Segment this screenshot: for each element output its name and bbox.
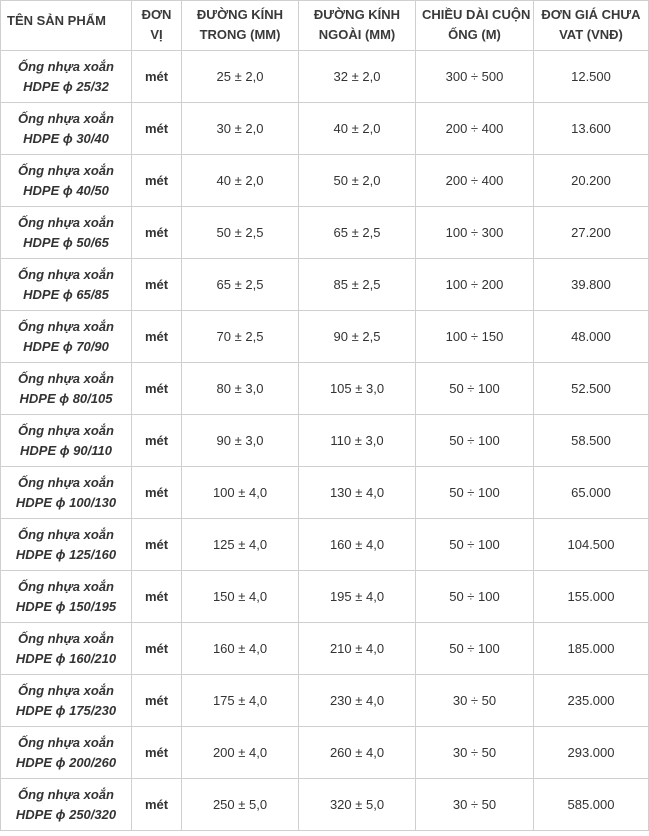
unit-cell: mét [132, 311, 182, 363]
product-name-line2: HDPE ϕ 100/130 [15, 494, 117, 510]
product-name-line2: HDPE ϕ 25/32 [23, 78, 109, 94]
inner-diameter-cell: 150 ± 4,0 [182, 571, 299, 623]
product-name-line1: Ống nhựa xoắn [18, 682, 114, 698]
product-name-line2: HDPE ϕ 30/40 [23, 130, 109, 146]
product-name-line1: Ống nhựa xoắn [18, 578, 114, 594]
coil-length-cell: 50 ÷ 100 [416, 571, 534, 623]
unit-cell: mét [132, 779, 182, 831]
inner-diameter-cell: 125 ± 4,0 [182, 519, 299, 571]
product-name-cell [1, 363, 132, 415]
product-name-line2: HDPE ϕ 90/110 [20, 442, 112, 458]
unit-cell: mét [132, 675, 182, 727]
outer-diameter-cell: 110 ± 3,0 [299, 415, 416, 467]
product-name-cell [1, 623, 132, 675]
product-name-line2: HDPE ϕ 160/210 [15, 650, 117, 666]
price-cell: 104.500 [534, 519, 649, 571]
product-name-cell [1, 779, 132, 831]
product-name-cell [1, 51, 132, 103]
product-name-line1: Ống nhựa xoắn [18, 162, 114, 178]
inner-diameter-cell: 200 ± 4,0 [182, 727, 299, 779]
inner-diameter-cell: 65 ± 2,5 [182, 259, 299, 311]
coil-length-cell: 100 ÷ 300 [416, 207, 534, 259]
product-name-line1: Ống nhựa xoắn [18, 266, 114, 282]
outer-diameter-cell: 260 ± 4,0 [299, 727, 416, 779]
outer-diameter-cell: 40 ± 2,0 [299, 103, 416, 155]
header-product-name [1, 1, 132, 51]
coil-length-cell: 200 ÷ 400 [416, 103, 534, 155]
table-row [1, 103, 649, 155]
table-row [1, 779, 649, 831]
coil-length-cell: 200 ÷ 400 [416, 155, 534, 207]
product-name-line1: Ống nhựa xoắn [18, 318, 114, 334]
inner-diameter-cell: 160 ± 4,0 [182, 623, 299, 675]
product-name-line1: Ống nhựa xoắn [18, 734, 114, 750]
coil-length-cell: 50 ÷ 100 [416, 519, 534, 571]
price-cell: 235.000 [534, 675, 649, 727]
inner-diameter-cell: 250 ± 5,0 [182, 779, 299, 831]
coil-length-cell: 30 ÷ 50 [416, 779, 534, 831]
table-row [1, 623, 649, 675]
header-unit-line1: ĐƠN [141, 7, 172, 22]
product-name-line2: HDPE ϕ 175/230 [15, 702, 117, 718]
product-name-cell [1, 571, 132, 623]
outer-diameter-cell: 230 ± 4,0 [299, 675, 416, 727]
product-name-cell [1, 675, 132, 727]
header-coil-length [416, 1, 534, 51]
table-row [1, 467, 649, 519]
product-name-line2: HDPE ϕ 65/85 [23, 286, 109, 302]
price-cell: 39.800 [534, 259, 649, 311]
product-name-line1: Ống nhựa xoắn [18, 630, 114, 646]
price-cell: 20.200 [534, 155, 649, 207]
outer-diameter-cell: 210 ± 4,0 [299, 623, 416, 675]
table-row [1, 311, 649, 363]
outer-diameter-cell: 195 ± 4,0 [299, 571, 416, 623]
price-cell: 65.000 [534, 467, 649, 519]
outer-diameter-cell: 130 ± 4,0 [299, 467, 416, 519]
product-name-line2: HDPE ϕ 125/160 [15, 546, 117, 562]
outer-diameter-cell: 90 ± 2,5 [299, 311, 416, 363]
table-row [1, 207, 649, 259]
unit-cell: mét [132, 519, 182, 571]
price-cell: 155.000 [534, 571, 649, 623]
inner-diameter-cell: 80 ± 3,0 [182, 363, 299, 415]
table-row [1, 363, 649, 415]
table-row [1, 155, 649, 207]
product-name-cell [1, 415, 132, 467]
header-inner-diameter-line1: ĐƯỜNG KÍNH [196, 7, 284, 22]
product-name-cell [1, 467, 132, 519]
unit-cell: mét [132, 51, 182, 103]
coil-length-cell: 30 ÷ 50 [416, 675, 534, 727]
product-name-line2: HDPE ϕ 200/260 [15, 754, 117, 770]
inner-diameter-cell: 50 ± 2,5 [182, 207, 299, 259]
unit-cell: mét [132, 103, 182, 155]
table-row [1, 727, 649, 779]
product-name-cell [1, 103, 132, 155]
table-row [1, 51, 649, 103]
outer-diameter-cell: 320 ± 5,0 [299, 779, 416, 831]
header-coil-length-line1: CHIỀU DÀI CUỘN [422, 7, 531, 22]
coil-length-cell: 50 ÷ 100 [416, 415, 534, 467]
coil-length-cell: 50 ÷ 100 [416, 623, 534, 675]
product-name-line2: HDPE ϕ 80/105 [19, 390, 113, 406]
outer-diameter-cell: 50 ± 2,0 [299, 155, 416, 207]
outer-diameter-cell: 32 ± 2,0 [299, 51, 416, 103]
product-name-line1: Ống nhựa xoắn [18, 474, 114, 490]
header-unit [132, 1, 182, 51]
header-row [1, 1, 649, 51]
table-row [1, 675, 649, 727]
unit-cell: mét [132, 363, 182, 415]
header-outer-diameter-line1: ĐƯỜNG KÍNH [313, 7, 401, 22]
product-name-cell [1, 727, 132, 779]
product-name-line2: HDPE ϕ 40/50 [23, 182, 109, 198]
product-name-line2: HDPE ϕ 150/195 [15, 598, 117, 614]
product-name-line1: Ống nhựa xoắn [18, 58, 114, 74]
price-cell: 13.600 [534, 103, 649, 155]
unit-cell: mét [132, 415, 182, 467]
product-name-cell [1, 311, 132, 363]
unit-cell: mét [132, 207, 182, 259]
outer-diameter-cell: 65 ± 2,5 [299, 207, 416, 259]
table-row [1, 259, 649, 311]
price-cell: 27.200 [534, 207, 649, 259]
inner-diameter-cell: 40 ± 2,0 [182, 155, 299, 207]
product-name-line2: HDPE ϕ 70/90 [23, 338, 109, 354]
product-name-line1: Ống nhựa xoắn [18, 370, 114, 386]
unit-cell: mét [132, 571, 182, 623]
inner-diameter-cell: 30 ± 2,0 [182, 103, 299, 155]
inner-diameter-cell: 25 ± 2,0 [182, 51, 299, 103]
price-cell: 585.000 [534, 779, 649, 831]
unit-cell: mét [132, 155, 182, 207]
unit-cell: mét [132, 623, 182, 675]
product-name-line1: Ống nhựa xoắn [18, 110, 114, 126]
header-price-line1: ĐƠN GIÁ CHƯA [541, 7, 641, 22]
product-name-cell [1, 259, 132, 311]
price-cell: 48.000 [534, 311, 649, 363]
product-name-line2: HDPE ϕ 250/320 [15, 806, 117, 822]
header-inner-diameter-line2: TRONG (MM) [199, 27, 281, 42]
unit-cell: mét [132, 467, 182, 519]
header-product-name-text: TÊN SẢN PHẨM [7, 13, 106, 28]
header-price [534, 1, 649, 51]
coil-length-cell: 100 ÷ 200 [416, 259, 534, 311]
price-cell: 52.500 [534, 363, 649, 415]
outer-diameter-cell: 85 ± 2,5 [299, 259, 416, 311]
inner-diameter-cell: 70 ± 2,5 [182, 311, 299, 363]
price-cell: 185.000 [534, 623, 649, 675]
price-cell: 293.000 [534, 727, 649, 779]
header-coil-length-line2: ỐNG (M) [448, 27, 501, 42]
product-name-line1: Ống nhựa xoắn [18, 526, 114, 542]
product-name-line1: Ống nhựa xoắn [18, 422, 114, 438]
product-name-cell [1, 519, 132, 571]
product-name-line1: Ống nhựa xoắn [18, 214, 114, 230]
header-unit-line2: VỊ [150, 27, 163, 42]
inner-diameter-cell: 100 ± 4,0 [182, 467, 299, 519]
inner-diameter-cell: 90 ± 3,0 [182, 415, 299, 467]
table-header [1, 1, 649, 51]
inner-diameter-cell: 175 ± 4,0 [182, 675, 299, 727]
price-cell: 58.500 [534, 415, 649, 467]
table-row [1, 571, 649, 623]
coil-length-cell: 300 ÷ 500 [416, 51, 534, 103]
product-name-cell [1, 155, 132, 207]
table-body [1, 51, 649, 831]
price-cell: 12.500 [534, 51, 649, 103]
unit-cell: mét [132, 259, 182, 311]
product-name-cell [1, 207, 132, 259]
product-name-line1: Ống nhựa xoắn [18, 786, 114, 802]
coil-length-cell: 50 ÷ 100 [416, 467, 534, 519]
header-price-line2: VAT (VNĐ) [559, 27, 623, 42]
coil-length-cell: 100 ÷ 150 [416, 311, 534, 363]
table-row [1, 519, 649, 571]
outer-diameter-cell: 105 ± 3,0 [299, 363, 416, 415]
coil-length-cell: 30 ÷ 50 [416, 727, 534, 779]
table-row [1, 415, 649, 467]
product-name-line2: HDPE ϕ 50/65 [23, 234, 109, 250]
header-outer-diameter [299, 1, 416, 51]
header-outer-diameter-line2: NGOÀI (MM) [318, 27, 396, 42]
coil-length-cell: 50 ÷ 100 [416, 363, 534, 415]
unit-cell: mét [132, 727, 182, 779]
outer-diameter-cell: 160 ± 4,0 [299, 519, 416, 571]
header-inner-diameter [182, 1, 299, 51]
